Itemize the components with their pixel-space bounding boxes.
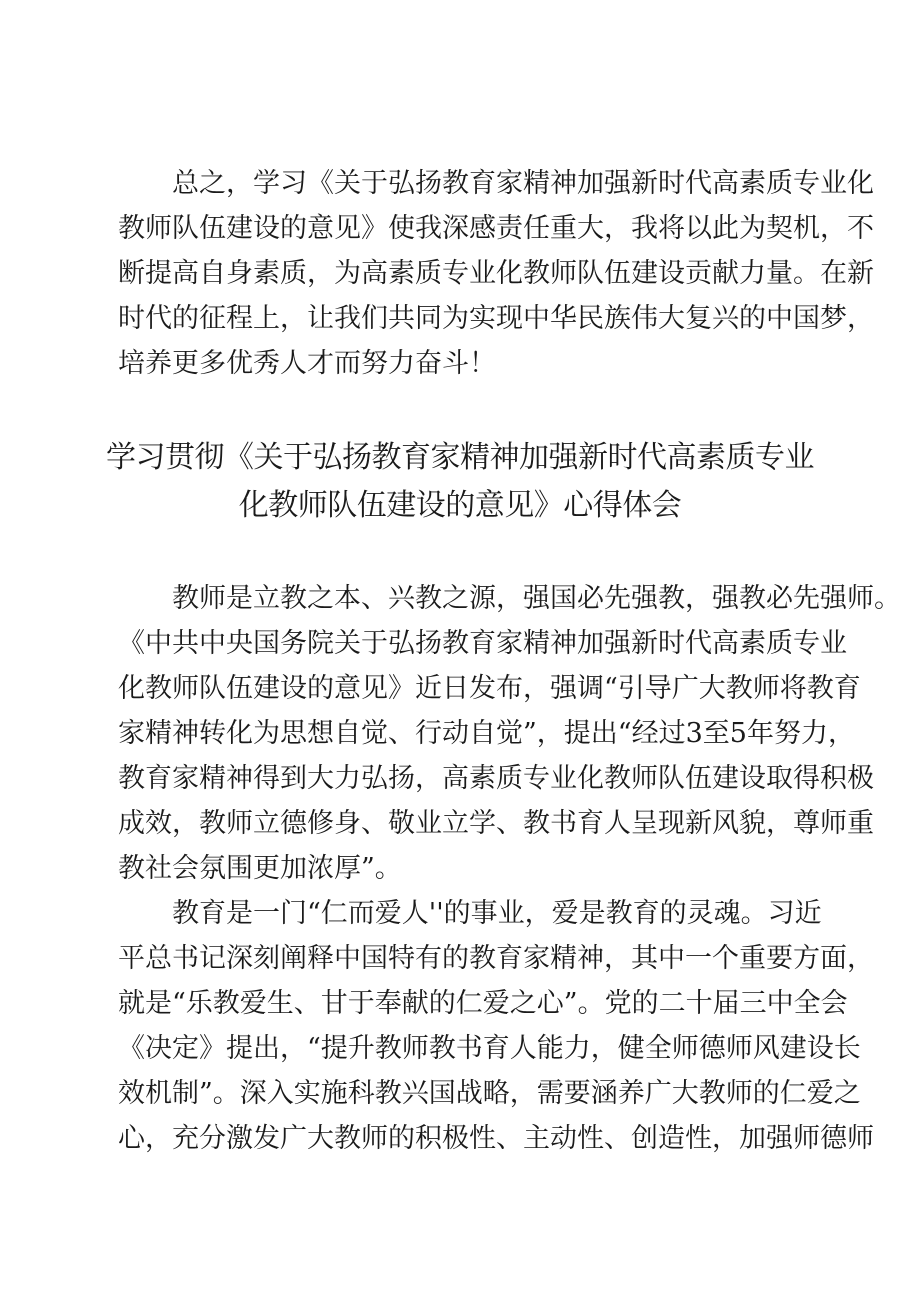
paragraph-line: 心，充分激发广大教师的积极性、主动性、创造性，加强师德师	[118, 1123, 874, 1154]
paragraph-line: 教育是一门“仁而爱人''的事业，爱是教育的灵魂。习近	[172, 898, 822, 929]
paragraph-line: 《决定》提出，“提升教师教书育人能力，健全师德师风建设长	[118, 1033, 861, 1064]
paragraph-line: 培养更多优秀人才而努力奋斗！	[118, 348, 496, 379]
title-line: 学习贯彻《关于弘扬教育家精神加强新时代高素质专业	[106, 440, 814, 475]
paragraph-line: 《中共中央国务院关于弘扬教育家精神加强新时代高素质专业	[118, 628, 847, 659]
title-line: 化教师队伍建设的意见》心得体会	[238, 488, 682, 523]
paragraph-line: 时代的征程上，让我们共同为实现中华民族伟大复兴的中国梦，	[118, 303, 874, 334]
paragraph-line: 教师是立教之本、兴教之源，强国必先强教，强教必先强师。	[172, 583, 901, 614]
paragraph-line: 平总书记深刻阐释中国特有的教育家精神，其中一个重要方面，	[118, 943, 874, 974]
paragraph-line: 就是“乐教爱生、甘于奉献的仁爱之心”。党的二十届三中全会	[118, 988, 848, 1019]
paragraph-line: 教育家精神得到大力弘扬，高素质专业化教师队伍建设取得积极	[118, 763, 874, 794]
paragraph-line: 化教师队伍建设的意见》近日发布，强调“引导广大教师将教育	[118, 673, 861, 704]
paragraph-line: 效机制”。深入实施科教兴国战略，需要涵养广大教师的仁爱之	[118, 1078, 861, 1109]
paragraph-line: 总之，学习《关于弘扬教育家精神加强新时代高素质专业化	[172, 168, 874, 199]
paragraph-line: 断提高自身素质，为高素质专业化教师队伍建设贡献力量。在新	[118, 258, 874, 289]
paragraph-line: 教社会氛围更加浓厚”。	[118, 853, 402, 884]
paragraph-line: 教师队伍建设的意见》使我深感责任重大，我将以此为契机，不	[118, 213, 874, 244]
paragraph-line: 成效，教师立德修身、敬业立学、教书育人呈现新风貌，尊师重	[118, 808, 874, 839]
paragraph-line: 家精神转化为思想自觉、行动自觉”，提出“经过3至5年努力，	[118, 718, 855, 749]
